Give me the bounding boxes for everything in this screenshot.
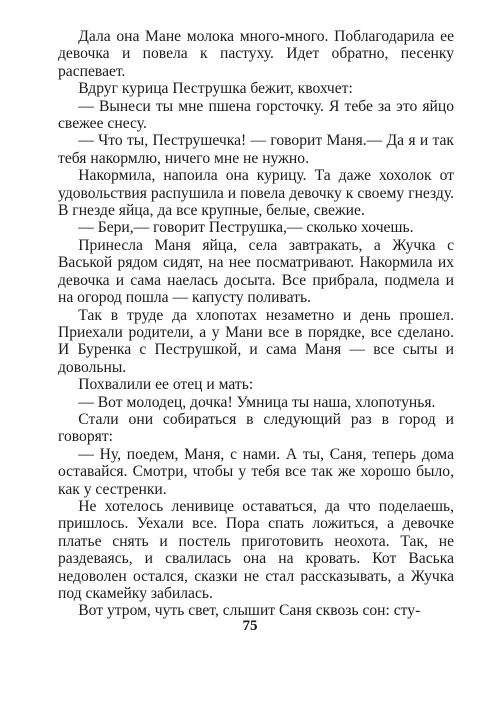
paragraph-11: Стали они собираться в следующий раз в город и говорят: (58, 410, 454, 446)
paragraph-4: — Что ты, Пеструшечка! — говорит Маня.— Да я и так тебя накормлю, ничего мне не нужно. (58, 132, 454, 167)
paragraph-6: — Бери,— говорит Пеструшка,— сколько хочешь. (78, 219, 414, 237)
paragraph-13: Не хотелось ленивице оставаться, да что поделаешь, пришлось. Уехали все. Пора спать ложиться, а девочке платье снять и постель приготовить неохота. Так, не раздеваясь, и свалилась она на кровать. Кот Васька недоволен остался, сказки не стал рассказывать, а Жучка под скамейку забилась. (58, 497, 454, 602)
paragraph-1: Дала она Мане молока много-много. Поблагодарила ее девочка и повела к пастуху. Идет обратно, песенку распевает. (58, 28, 454, 80)
paragraph-9: Похвалили ее отец и мать: (78, 376, 254, 394)
paragraph-7: Принесла Маня яйца, села завтракать, а Жучка с Васькой рядом сидят, на нее посматривают. Накормила их девочка и сама наелась досыта. Все прибрала, подмела и на огород пошла — капусту поливать. (58, 236, 454, 307)
paragraph-3: — Вынеси ты мне пшена горсточку. Я тебе за это яйцо свежее снесу. (58, 97, 454, 133)
paragraph-2: Вдруг курица Пеструшка бежит, квохчет: (78, 80, 353, 98)
paragraph-5: Накормила, напоила она курицу. Та даже хохолок от удовольствия распушила и повела девочку к своему гнезду. В гнезде яйца, да все крупные, белые, свежие. (58, 167, 454, 220)
page-number: 75 (242, 618, 258, 634)
paragraph-10: — Вот молодец, дочка! Умница ты наша, хлопотунья. (78, 393, 436, 411)
paragraph-14: Вот утром, чуть свет, слышит Саня сквозь сон: сту- (78, 602, 421, 620)
paragraph-8: Так в труде да хлопотах незаметно и день прошел. Приехали родители, а у Мани все в порядке, все сделано. И Буренка с Пеструшкой, и сама Маня — все сыты и довольны. (58, 306, 454, 376)
body-text (58, 28, 454, 620)
paragraph-12: — Ну, поедем, Маня, с нами. А ты, Саня, теперь дома оставайся. Смотри, чтобы у тебя все так же хорошо было, как у сестренки. (58, 445, 454, 498)
